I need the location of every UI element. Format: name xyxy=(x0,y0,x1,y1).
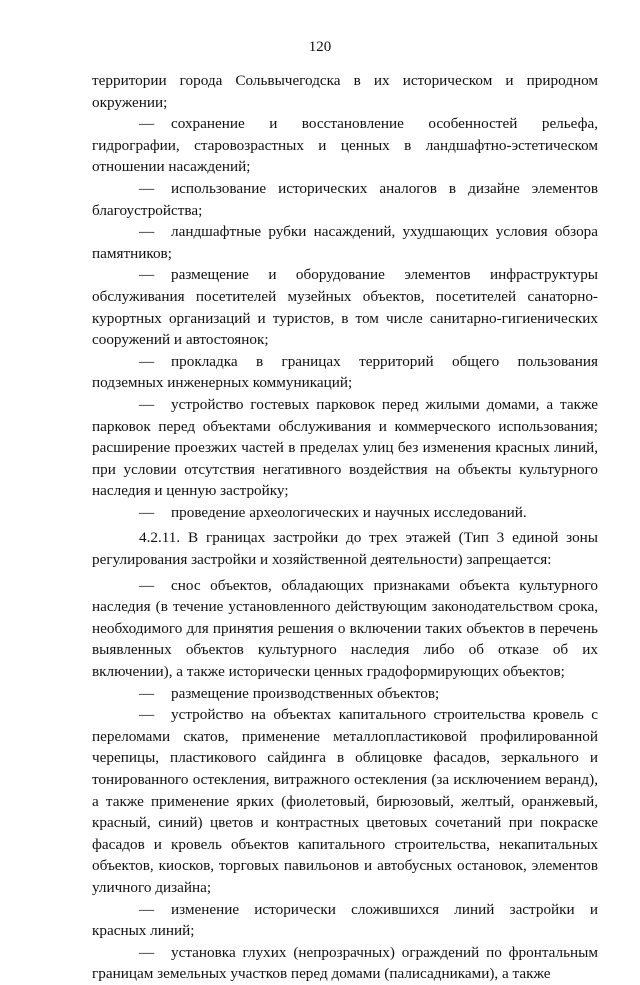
list-item: — прокладка в границах территорий общего пользования подземных инженерных коммуникаций; xyxy=(92,352,598,392)
list-dash: — xyxy=(139,943,155,961)
list-item: — ландшафтные рубки насаждений, ухудшающих условия обзора памятников; xyxy=(92,223,598,262)
list-dash: — xyxy=(139,576,155,594)
list-dash: — xyxy=(139,503,155,521)
page-number: 120 xyxy=(308,39,332,55)
list-dash: — xyxy=(139,179,155,197)
list-dash: — xyxy=(139,115,155,133)
list-item: — сохранение и восстановление особенностей рельефа, гидрографии, старовозрастных и ценных в ландшафтно-эстетическом отношении насаждений; xyxy=(92,115,598,176)
list-dash: — xyxy=(139,900,155,918)
paragraph-continuation: территории города Сольвычегодска в их историческом и природном окружении; xyxy=(92,72,598,111)
document-body xyxy=(92,70,598,985)
list-dash: — xyxy=(139,352,155,370)
list-item: — изменение исторически сложившихся линий застройки и красных линий; xyxy=(92,900,598,940)
list-dash: — xyxy=(139,223,155,241)
list-item: — снос объектов, обладающих признаками объекта культурного наследия (в течение установленного действующим законодательством срока, необходимого для принятия решения о включении таких объектов в перечень выявленных объектов культурного наследия либо об отказе об их включении), а также исторически ценных градоформирующих объектов; xyxy=(92,576,598,681)
list-item: — устройство гостевых парковок перед жилыми домами, а также парковок перед объектами обслуживания и коммерческого использования; расширение проезжих частей в пределах улиц без изменения красных линий, при условии отсутствия негативного воздействия на объекты культурного наследия и ценную застройку; xyxy=(92,395,598,500)
list-item: — устройство на объектах капитального строительства кровель с переломами скатов, применение металлопластиковой профилированной черепицы, пластикового сайдинга в облицовке фасадов, зеркального и тонированного остекления, витражного остекления (за исключением веранд), а также применение ярких (фиолетовый, бирюзовый, желтый, оранжевый, красный, синий) цветов и контрастных цветовых сочетаний при покраске фасадов и кровель объектов капитального строительства, некапитальных объектов, киосков, торговых павильонов и автобусных остановок, элементов уличного дизайна; xyxy=(92,706,598,896)
list-dash: — xyxy=(139,706,155,724)
list-dash: — xyxy=(139,684,155,702)
list-dash: — xyxy=(139,395,155,413)
list-item: — размещение и оборудование элементов инфраструктуры обслуживания посетителей музейных объектов, посетителей санаторно-курортных организаций и туристов, в том числе санитарно-гигиенических сооружений и автостоянок; xyxy=(92,266,598,349)
list-dash: — xyxy=(139,266,155,284)
list-item: — использование исторических аналогов в дизайне элементов благоустройства; xyxy=(92,179,598,219)
list-item: — установка глухих (непрозрачных) ограждений по фронтальным границам земельных участков перед домами (палисадниками), а также xyxy=(92,943,598,983)
clause-heading: 4.2.11. В границах застройки до трех этажей (Тип 3 единой зоны регулирования застройки и хозяйственной деятельности) запрещается: xyxy=(92,529,598,569)
list-item: — размещение производственных объектов; xyxy=(92,683,598,705)
list-item: — проведение археологических и научных исследований. xyxy=(92,502,598,524)
